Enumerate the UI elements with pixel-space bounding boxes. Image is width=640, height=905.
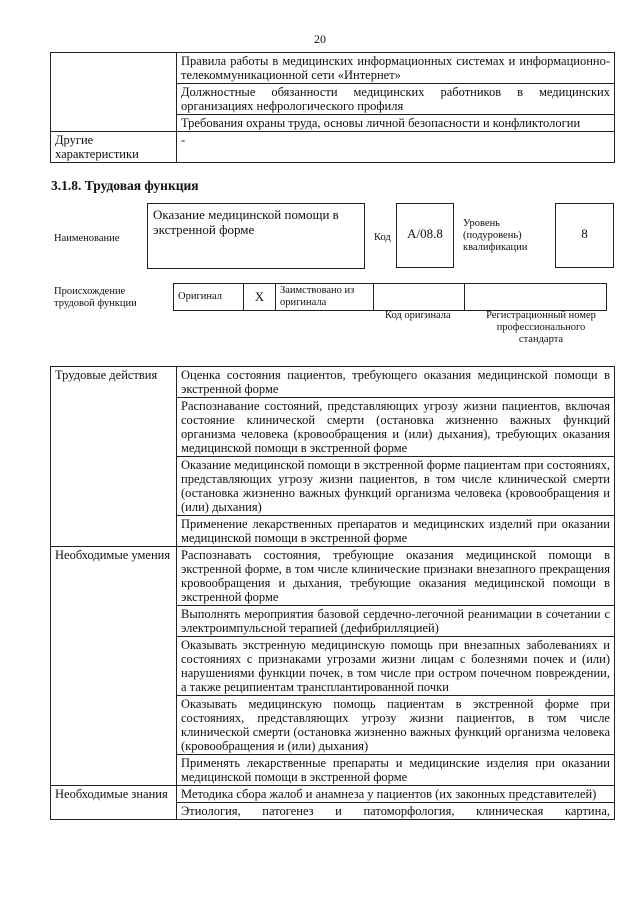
table-cell: Применение лекарственных препаратов и медицинских изделий при оказании медицинской помощи в экстренной форме	[177, 516, 615, 547]
section-title: 3.1.8. Трудовая функция	[51, 178, 199, 193]
original-mark: X	[244, 284, 276, 311]
function-code-box: A/08.8	[396, 203, 454, 268]
table-row	[174, 284, 607, 311]
origin-table	[173, 283, 607, 311]
original-label: Оригинал	[174, 284, 244, 311]
table-cell: Оценка состояния пациентов, требующего оказания медицинской помощи в экстренной форме	[177, 367, 615, 398]
row-label-knowledge: Необходимые знания	[51, 786, 177, 820]
table-row	[51, 547, 615, 606]
name-label: Наименование	[54, 233, 120, 244]
row-label: Другие характеристики	[51, 132, 177, 163]
table-row	[51, 132, 615, 163]
table-cell: Методика сбора жалоб и анамнеза у пациентов (их законных представителей)	[177, 786, 615, 803]
row-label-skills: Необходимые умения	[51, 547, 177, 786]
table-cell: -	[177, 132, 615, 163]
table-cell: Требования охраны труда, основы личной безопасности и конфликтологии	[177, 115, 615, 132]
origin-label: Происхождение трудовой функции	[54, 286, 137, 309]
level-label: Уровень (подуровень) квалификации	[463, 218, 528, 253]
reg-number-caption: Регистрационный номер профессионального стандарта	[486, 310, 596, 345]
table-cell: Оказание медицинской помощи в экстренной форме пациентам при состояниях, представляющих угрозу жизни пациентов, в том числе клинической смерти (остановка жизненно важных функций организма человека (кровообращения и (или) дыхания)	[177, 457, 615, 516]
table-cell: Должностные обязанности медицинских работников в медицинских организациях нефрологического профиля	[177, 84, 615, 115]
table-cell: Оказывать медицинскую помощь пациентам в экстренной форме при состояниях, представляющих угрозу жизни пациентов, в том числе клинической смерти (остановка жизненно важных функций организма человека (кровообращения и (или) дыхания)	[177, 696, 615, 755]
table-cell: Правила работы в медицинских информационных системах и информационно-телекоммуникационной сети «Интернет»	[177, 53, 615, 84]
borrowed-label: Заимствовано из оригинала	[276, 284, 374, 311]
code-original-caption: Код оригинала	[385, 310, 451, 321]
page-number: 20	[314, 32, 326, 46]
table-cell: Распознавать состояния, требующие оказания медицинской помощи в экстренной форме, в том числе клинические признаки внезапного прекращения кровообращения и дыхания, требующие оказания медицинской помощи в экстренной форме	[177, 547, 615, 606]
row-label-actions: Трудовые действия	[51, 367, 177, 547]
table-cell: Этиология, патогенез и патоморфология, клиническая картина,	[177, 803, 615, 820]
row-label	[51, 53, 177, 132]
top-table	[50, 52, 615, 163]
table-cell: Оказывать экстренную медицинскую помощь при внезапных заболеваниях и состояниях с признаками угрозами жизни лицам с болезнями почек и (или) нарушениями функции почек, в том числе при остром почечном повреждении, а также реципиентам трансплантированной почки	[177, 637, 615, 696]
table-cell: Выполнять мероприятия базовой сердечно-легочной реанимации в сочетании с электроимпульсной терапией (дефибрилляцией)	[177, 606, 615, 637]
code-original-cell	[374, 284, 465, 311]
table-cell: Применять лекарственные препараты и медицинские изделия при оказании медицинской помощи в экстренной форме	[177, 755, 615, 786]
reg-number-cell	[465, 284, 607, 311]
main-table	[50, 366, 615, 820]
table-row	[51, 786, 615, 803]
function-name-box: Оказание медицинской помощи в экстренной форме	[147, 203, 365, 269]
table-cell: Распознавание состояний, представляющих угрозу жизни пациентов, включая состояние клинической смерти (остановка жизненно важных функций организма человека (кровообращения и (или) дыхания), требующих оказания медицинской помощи в экстренной форме	[177, 398, 615, 457]
qualification-level-box: 8	[555, 203, 614, 268]
table-row	[51, 367, 615, 398]
table-row	[51, 53, 615, 84]
code-label: Код	[374, 232, 391, 243]
